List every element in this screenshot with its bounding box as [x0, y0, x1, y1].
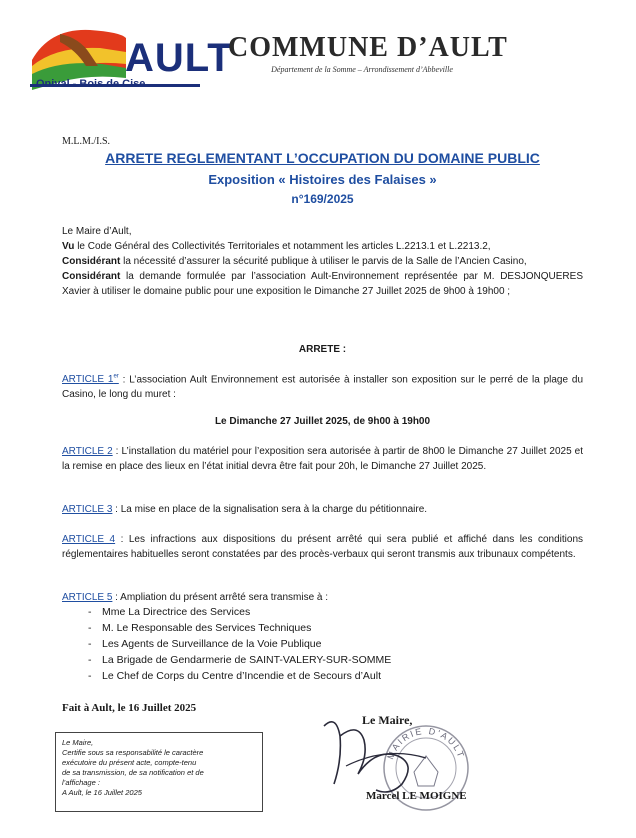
document-subtitle: Exposition « Histoires des Falaises » [208, 172, 437, 187]
preamble [62, 224, 583, 299]
list-item: - La Brigade de Gendarmerie de SAINT-VALERY-SUR-SOMME [62, 652, 583, 668]
document-number: n°169/2025 [291, 192, 354, 206]
preamble-intro: Le Maire d’Ault, [62, 226, 132, 237]
certification-line: exécutoire du présent acte, compte-tenu [62, 758, 197, 767]
preamble-considerant-1 [62, 254, 583, 269]
article-3 [62, 502, 583, 517]
article-1-label: ARTICLE 1er [62, 374, 119, 386]
list-item: - Le Chef de Corps du Centre d’Incendie et de Secours d’Ault [62, 668, 583, 684]
commune-title: COMMUNE D’AULT [228, 32, 508, 63]
certification-line: l’affichage : [62, 778, 100, 787]
article-4-text: : Les infractions aux dispositions du présent arrêté qui sera publié et affiché dans les conditions réglementaires habituelles seront constatées par des procès-verbaux qui seront transmis aux tribunaux compétents. [62, 534, 584, 560]
article-2-text: : L’installation du matériel pour l’exposition sera autorisée à partir de 8h00 le Dimanche 27 Juillet 2025 et la remise en place des lieux en l’état initial devra être fait pour 20h, le Dimanche 27 Juillet 2025. [62, 446, 584, 472]
considerant-text: la demande formulée par l’association Ault-Environnement représentée par M. DESJONQUERES Xavier à utiliser le domaine public pour une exposition le Dimanche 27 Juillet 2025 de 9h00 à 19h00 ; [62, 271, 583, 297]
logo-subtitle: Onival - Bois de Cise [36, 78, 146, 90]
vu-text: le Code Général des Collectivités Territoriales et notamment les articles L.2213.1 et L.2213.2, [74, 241, 491, 252]
article-3-label: ARTICLE 3 [62, 504, 113, 515]
reference-code: M.L.M./I.S. [62, 136, 111, 147]
logo-name: AULT [125, 36, 233, 80]
article-1 [62, 370, 583, 402]
article-1-text: : L’association Ault Environnement est autorisée à installer son exposition sur le perré de la plage du Casino, le long du muret : [62, 374, 584, 401]
article-5-label: ARTICLE 5 [62, 592, 113, 603]
article-5 [62, 590, 583, 605]
article-5-text: : Ampliation du présent arrêté sera transmise à : [112, 592, 329, 603]
considerant-label: Considérant [62, 271, 121, 282]
considerant-label: Considérant [62, 256, 121, 267]
list-item: - Les Agents de Surveillance de la Voie Publique [62, 636, 583, 652]
commune-logo [30, 20, 233, 106]
stamp-text: MAIRIE D'AULT [385, 725, 467, 761]
considerant-text: la nécessité d’assurer la sécurité publique à utiliser le parvis de la Salle de l’Ancien Casino, [120, 256, 527, 267]
preamble-considerant-2 [62, 269, 583, 299]
article-4-label: ARTICLE 4 [62, 534, 116, 545]
list-item: - Mme La Directrice des Services [62, 604, 583, 620]
certification-line: Le Maire, [62, 738, 94, 747]
article-3-text: : La mise en place de la signalisation sera à la charge du pétitionnaire. [112, 504, 428, 515]
certification-line: de sa transmission, de sa notification et de [62, 768, 204, 777]
article-2-label: ARTICLE 2 [62, 446, 113, 457]
article-2 [62, 444, 583, 474]
maire-label: Le Maire, [362, 713, 413, 727]
preamble-vu [62, 239, 583, 254]
fait-a-ault: Fait à Ault, le 16 Juillet 2025 [62, 702, 197, 714]
certification-box [55, 732, 263, 812]
list-item: - M. Le Responsable des Services Techniques [62, 620, 583, 636]
vu-label: Vu [62, 241, 75, 252]
recipients-list [62, 604, 583, 684]
certification-line: A Ault, le 16 Juillet 2025 [62, 788, 142, 797]
department-line: Département de la Somme – Arrondissement d’Abbeville [271, 65, 453, 74]
signatory-name: Marcel LE MOIGNE [366, 790, 467, 802]
article-1-date: Le Dimanche 27 Juillet 2025, de 9h00 à 19h00 [214, 416, 431, 427]
arrete-heading: ARRETE : [298, 344, 347, 355]
article-4 [62, 532, 583, 562]
document-title: ARRETE REGLEMENTANT L’OCCUPATION DU DOMAINE PUBLIC [105, 150, 540, 166]
certification-line: Certifie sous sa responsabilité le caractère [62, 748, 204, 757]
